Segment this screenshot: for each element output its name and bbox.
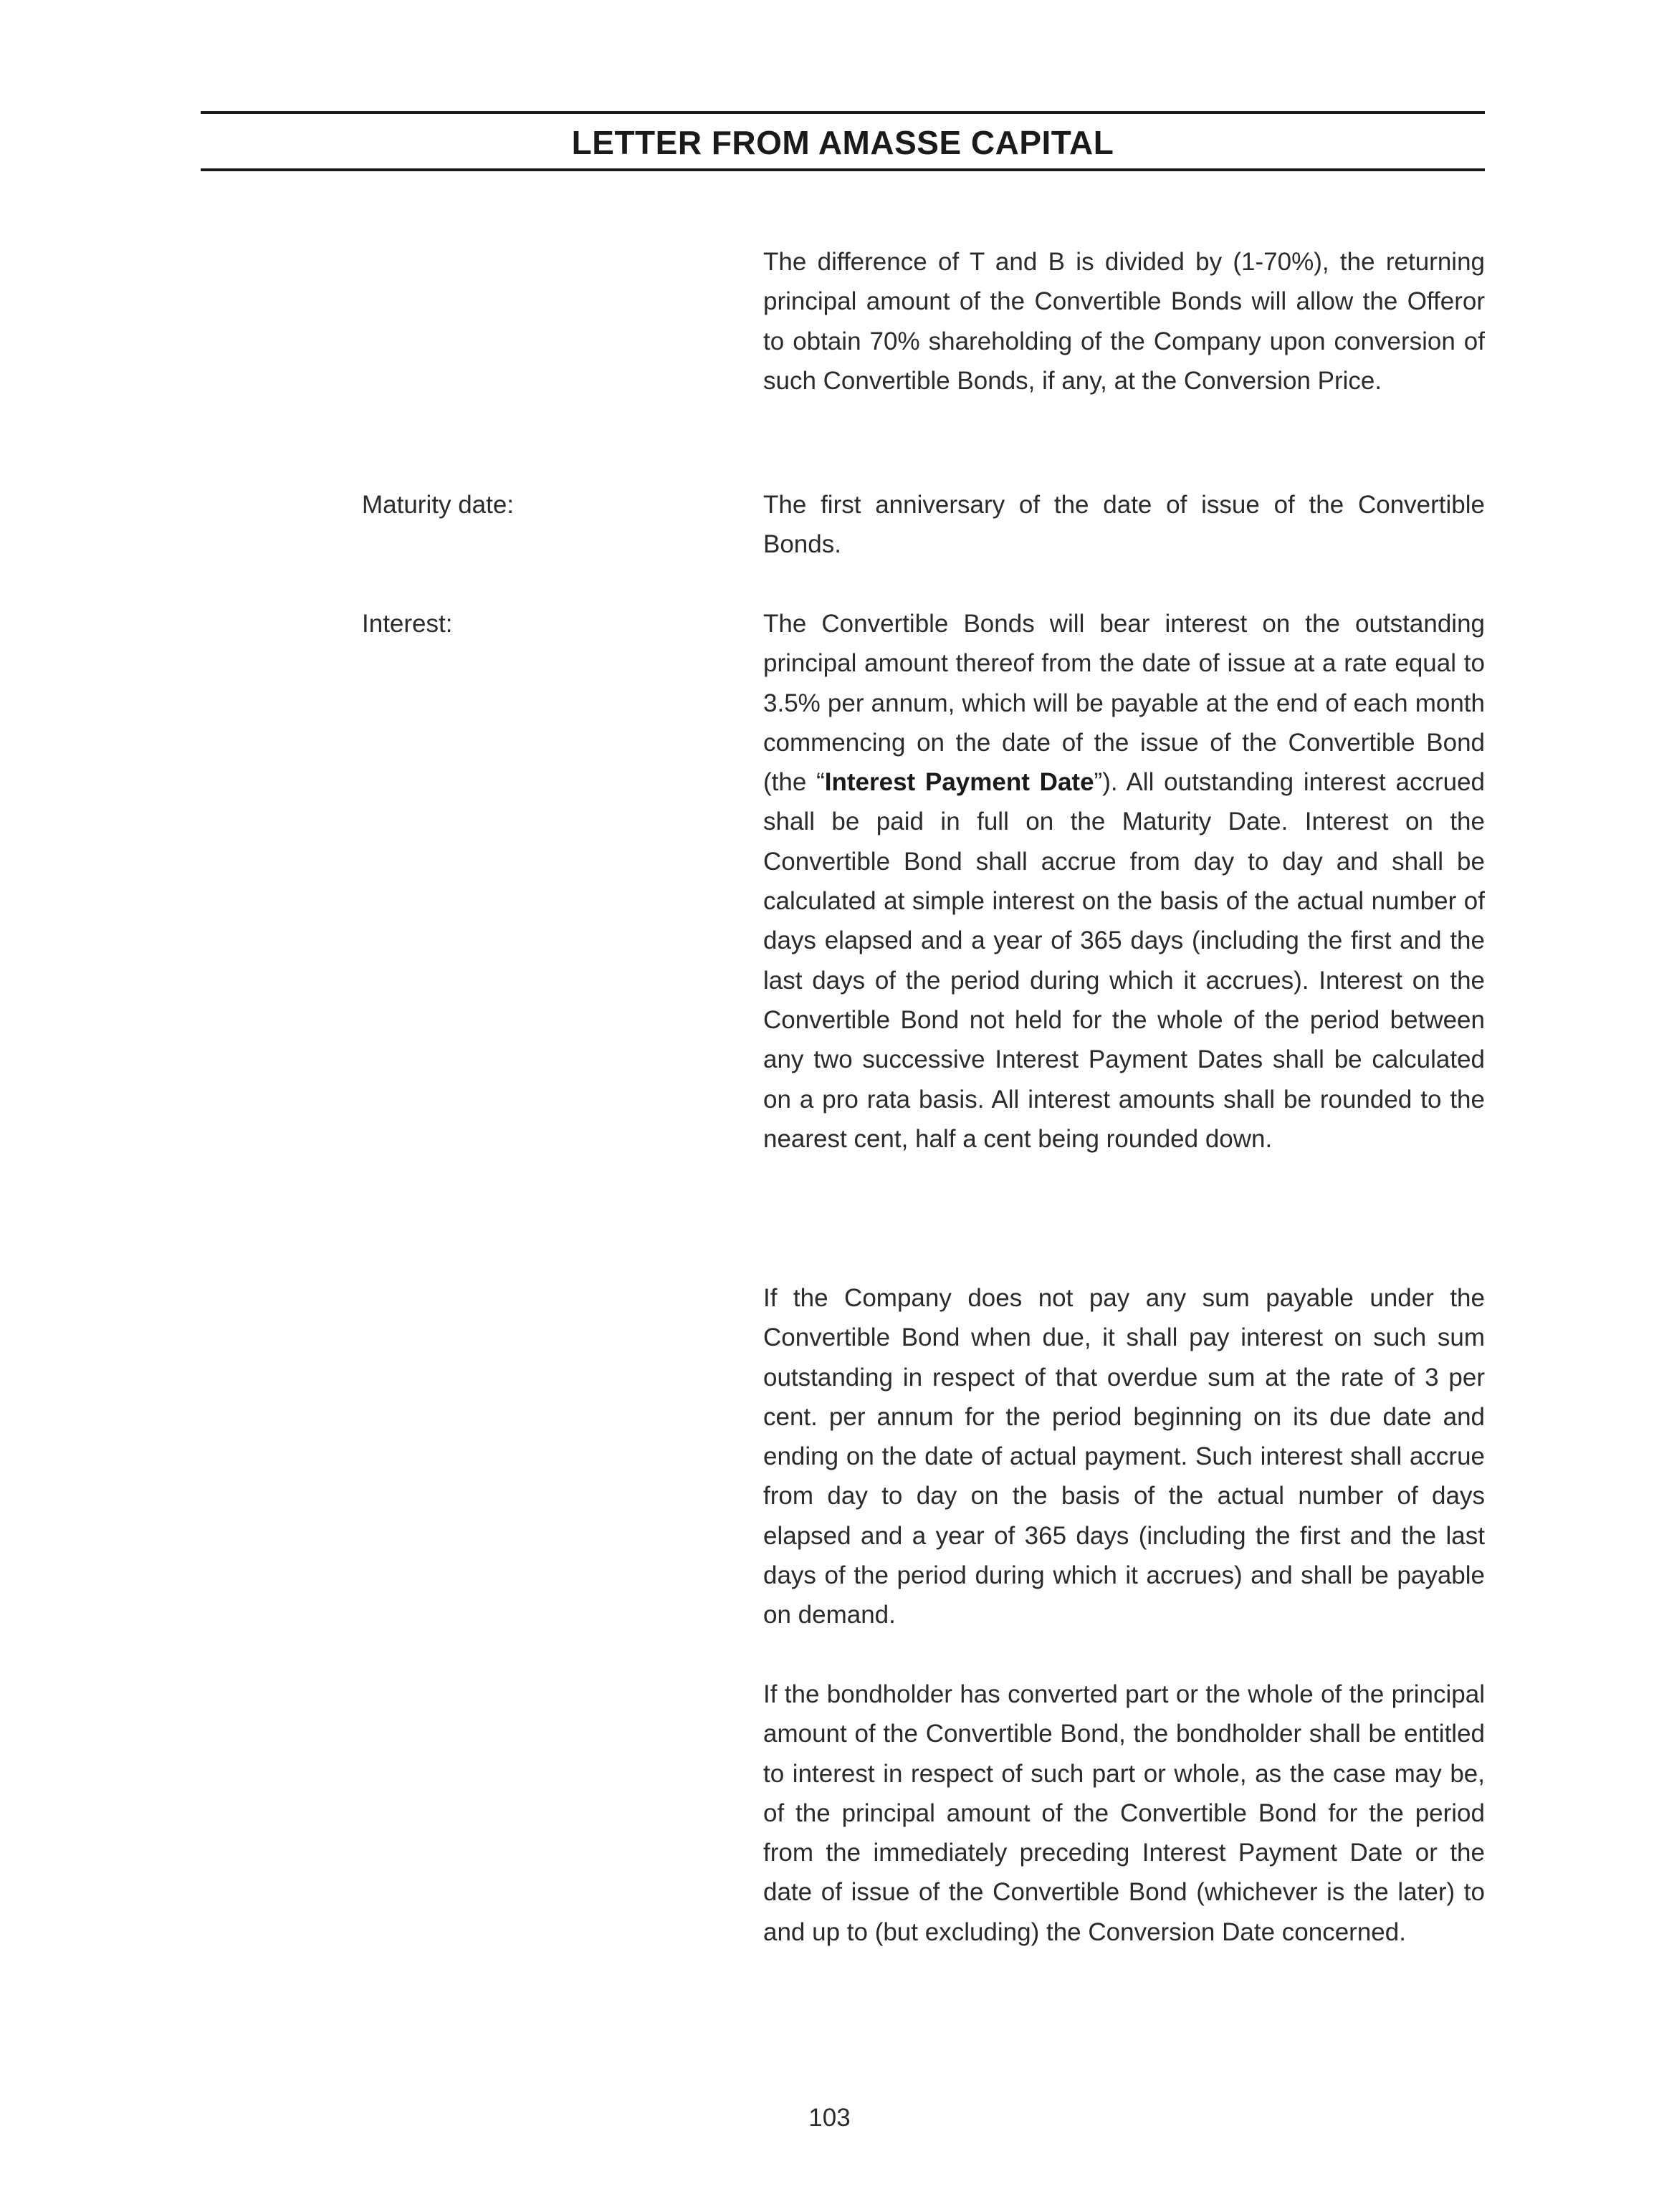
interest-paragraph-3: If the bondholder has converted part or the whole of the principal amount of the Convertible Bond, the bondholder shall be entitled to interest in respect of such part or whole, as the case may be, of the principal amount of the Convertible Bond for the period from the immediately preceding Interest Payment Date or the date of issue of the Convertible Bond (whichever is the later) to and up to (but excluding) the Conversion Date concerned. — [763, 1680, 1485, 1946]
maturity-date-label: Maturity date: — [362, 491, 515, 519]
interest-paragraph-1-start: The Convertible Bonds will bear interest on the outstanding principal amount thereof from the date of issue at a rate equal to 3.5% per annum, which will be payable at the end of each month commencing on the date of the issue of the Convertible Bond (the “ — [763, 610, 1485, 797]
maturity-date-paragraph: The first anniversary of the date of issue of the Convertible Bonds. — [763, 491, 1485, 559]
interest-payment-date-term: Interest Payment Date — [824, 768, 1094, 797]
interest-paragraph-1 — [763, 604, 1485, 1159]
interest-paragraph-2: If the Company does not pay any sum payable under the Convertible Bond when due, it shall pay interest on such sum outstanding in respect of that overdue sum at the rate of 3 per cent. per annum for the period beginning on its due date and ending on the date of actual payment. Such interest shall accrue from day to day on the basis of the actual number of days elapsed and a year of 365 days (including the first and the last days of the period during which it accrues) and shall be payable on demand. — [763, 1284, 1485, 1629]
interest-label: Interest: — [362, 610, 453, 638]
page-number: 103 — [808, 2104, 851, 2132]
page-header — [201, 111, 1485, 171]
interest-paragraph-1-end: ”). All outstanding interest accrued shall be paid in full on the Maturity Date. Interest on the Convertible Bond shall accrue from day to day and shall be calculated at simple interest on the basis of the actual number of days elapsed and a year of 365 days (including the first and the last days of the period during which it accrues). Interest on the Convertible Bond not held for the whole of the period between any two successive Interest Payment Dates shall be calculated on a pro rata basis. All interest amounts shall be rounded to the nearest cent, half a cent being rounded down. — [763, 768, 1485, 1153]
page-title: LETTER FROM AMASSE CAPITAL — [571, 124, 1114, 161]
continuation-paragraph: The difference of T and B is divided by (1-70%), the returning principal amount of the Convertible Bonds will allow the Offeror to obtain 70% shareholding of the Company upon conversion of such Convertible Bonds, if any, at the Conversion Price. — [763, 248, 1485, 395]
